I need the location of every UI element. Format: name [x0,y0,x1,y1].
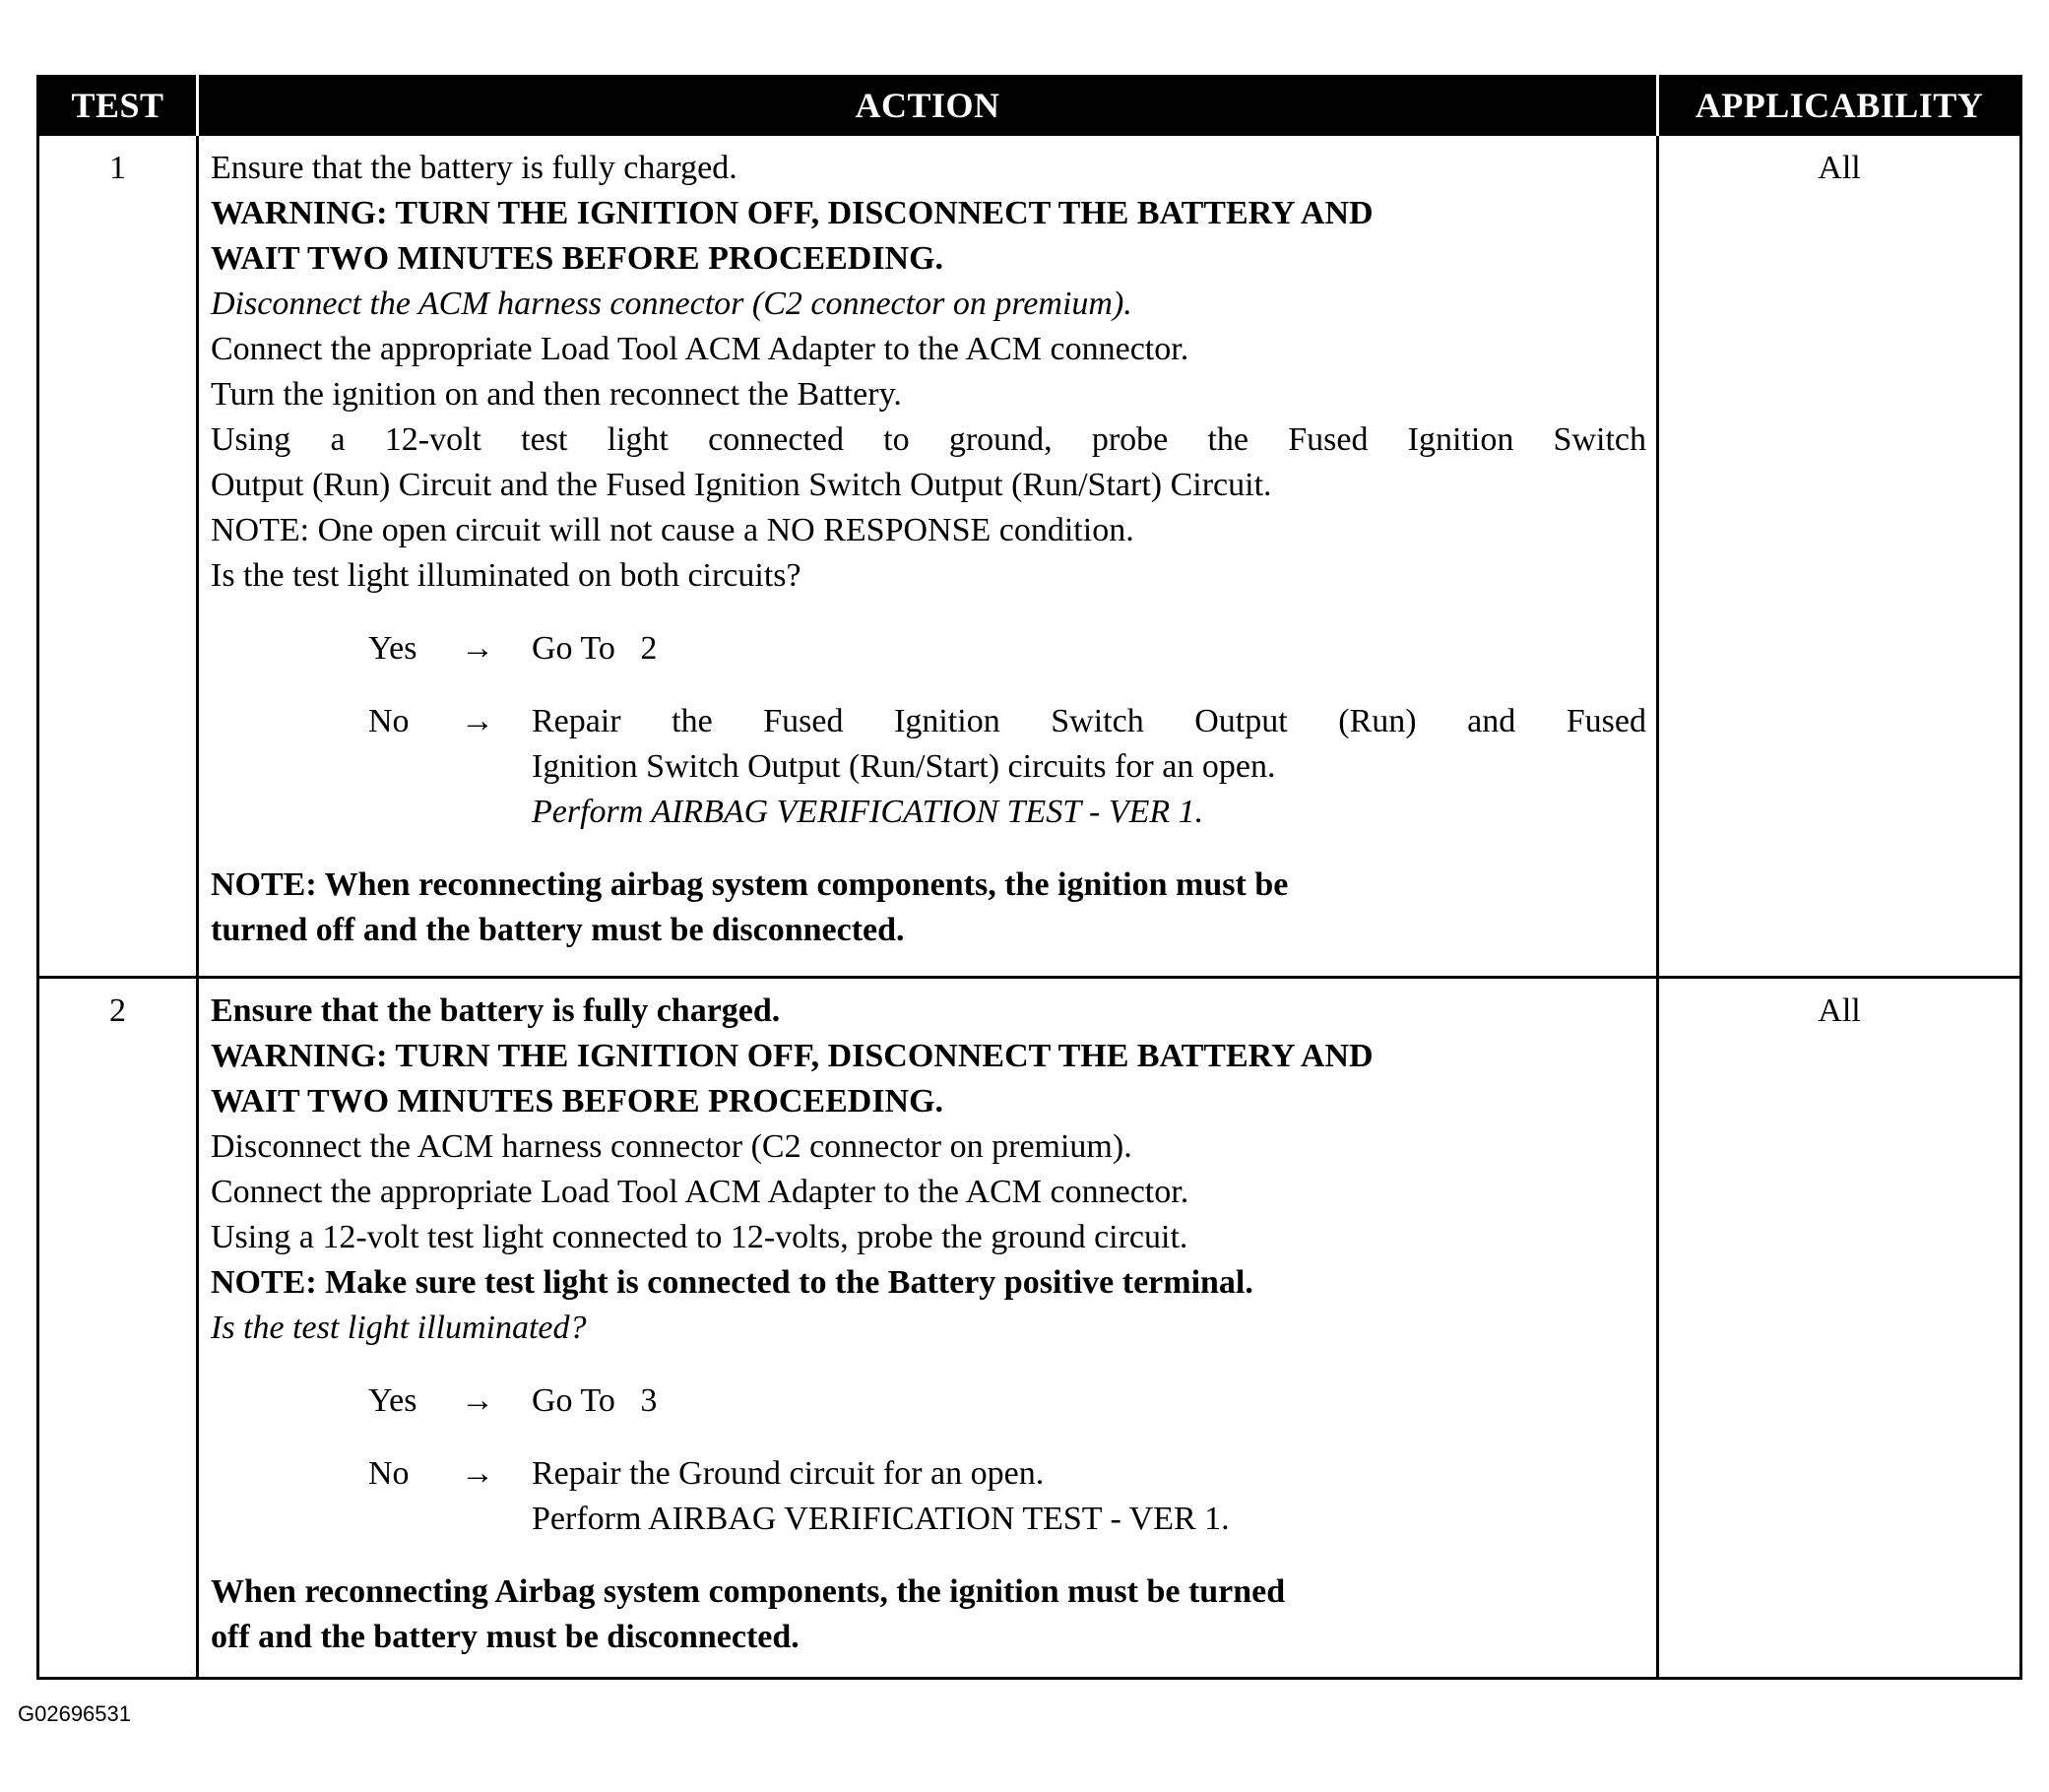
applicability-value: All [1658,135,2021,978]
yes-result: Go To 3 [532,1382,658,1419]
step-text: Ensure that the battery is fully charged. [211,150,737,186]
closing-text: NOTE: When reconnecting airbag system components, the ignition must be [211,866,1289,903]
closing-text: When reconnecting Airbag system components, the ignition must be turned [211,1573,1286,1610]
closing-text: turned off and the battery must be disconnected. [211,912,905,948]
question-text: Is the test light illuminated? [211,1310,587,1346]
yes-branch [368,1378,1646,1424]
no-branch [368,699,1646,835]
closing-note [211,863,1646,953]
step-text: Using a 12-volt test light connected to ground, probe the Fused Ignition Switch [211,421,1646,458]
no-result-line: Perform AIRBAG VERIFICATION TEST - VER 1. [532,1501,1230,1537]
action-cell [198,978,1658,1679]
step-text: Ensure that the battery is fully charged. [211,992,781,1029]
step-text: Turn the ignition on and then reconnect the Battery. [211,376,902,413]
no-branch [368,1451,1646,1542]
yes-result: Go To 2 [532,630,658,667]
no-result-line: Ignition Switch Output (Run/Start) circuits for an open. [532,748,1276,785]
table-header-row [38,77,2021,135]
header-test: TEST [38,77,198,135]
closing-note [211,1569,1646,1660]
test-number: 1 [38,135,198,978]
yes-label: Yes [368,1382,417,1419]
warning-text: WAIT TWO MINUTES BEFORE PROCEEDING. [211,1083,944,1120]
arrow-right-icon: → [461,630,494,667]
action-cell [198,135,1658,978]
note-text: NOTE: Make sure test light is connected to the Battery positive terminal. [211,1264,1253,1301]
step-text: Output (Run) Circuit and the Fused Ignition Switch Output (Run/Start) Circuit. [211,467,1272,503]
no-label: No [368,1455,410,1492]
table-row [38,135,2021,978]
no-label: No [368,703,410,739]
warning-text: WAIT TWO MINUTES BEFORE PROCEEDING. [211,240,944,277]
yes-branch [368,626,1646,672]
no-result-line: Repair the Fused Ignition Switch Output (Run) and Fused [532,703,1646,739]
no-result [532,699,1646,835]
diagnostic-document [36,75,2019,1680]
step-text: Disconnect the ACM harness connector (C2 connector on premium). [211,286,1132,322]
step-text: Connect the appropriate Load Tool ACM Adapter to the ACM connector. [211,1174,1189,1210]
no-result [532,1451,1646,1542]
header-applicability: APPLICABILITY [1658,77,2021,135]
arrow-right-icon: → [461,703,494,739]
warning-text: WARNING: TURN THE IGNITION OFF, DISCONNECT THE BATTERY AND [211,195,1374,231]
question-text: Is the test light illuminated on both circuits? [211,557,801,594]
diagnostic-test-table [36,75,2022,1680]
arrow-right-icon: → [461,1455,494,1492]
no-result-line: Perform AIRBAG VERIFICATION TEST - VER 1. [532,794,1204,830]
warning-text: WARNING: TURN THE IGNITION OFF, DISCONNECT THE BATTERY AND [211,1038,1374,1074]
test-number: 2 [38,978,198,1679]
step-text: Using a 12-volt test light connected to 12-volts, probe the ground circuit. [211,1219,1188,1255]
step-text: Disconnect the ACM harness connector (C2 connector on premium). [211,1128,1132,1165]
arrow-right-icon: → [461,1382,494,1419]
note-text: NOTE: One open circuit will not cause a NO RESPONSE condition. [211,512,1134,548]
applicability-value: All [1658,978,2021,1679]
table-row [38,978,2021,1679]
closing-text: off and the battery must be disconnected. [211,1619,800,1655]
header-action: ACTION [198,77,1658,135]
figure-id: G02696531 [18,1701,131,1726]
no-result-line: Repair the Ground circuit for an open. [532,1455,1045,1492]
yes-label: Yes [368,630,417,667]
step-text: Connect the appropriate Load Tool ACM Adapter to the ACM connector. [211,331,1189,367]
